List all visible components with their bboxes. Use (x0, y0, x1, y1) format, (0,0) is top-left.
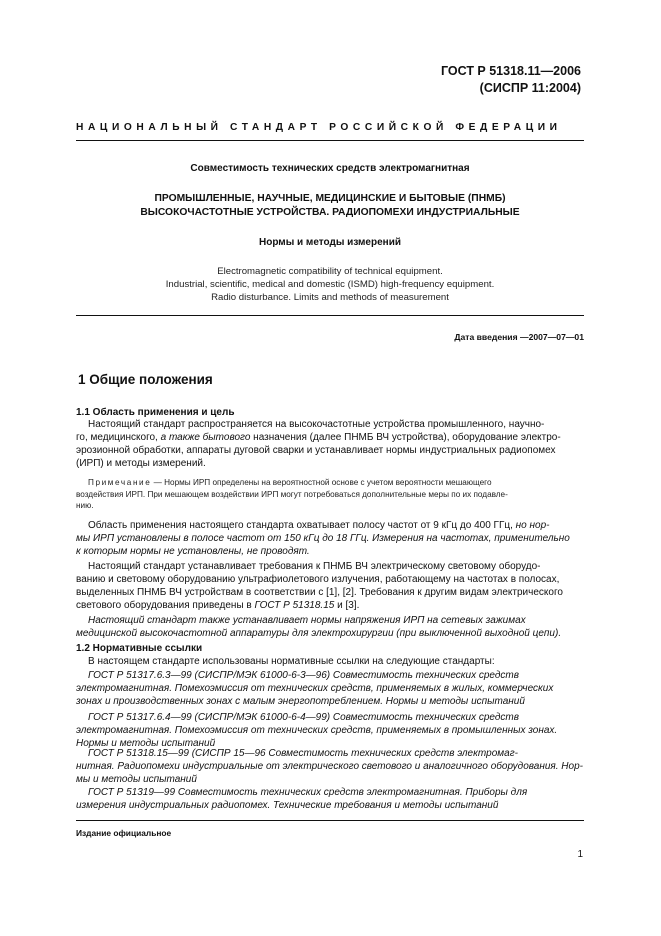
reference-item: ГОСТ Р 51319—99 Совместимость технических средств электромагнитная. Приборы для измерения индустриальных радиопомех. Технические требования и методы испытаний (76, 787, 528, 811)
paragraph-references-intro: В настоящем стандарте использованы нормативные ссылки на следующие стандарты: (88, 656, 495, 667)
paragraph-scope: Настоящий стандарт распространяется на высокочастотные устройства промышленного, научно- го, медицинского, а также бытового назначения (далее ПНМБ ВЧ устройства), оборудование электро- эрозионной обработки, аппараты дуговой сварки и устанавливает нормы индустриальных радиопомех (ИРП) и методы измерений. (76, 419, 561, 469)
title-line-1: Совместимость технических средств электромагнитная (190, 163, 470, 174)
cispr-code: (СИСПР 11:2004) (479, 81, 581, 95)
paragraph-medical: Настоящий стандарт также устанавливает нормы напряжения ИРП на сетевых зажимах медицинской высокочастотной аппаратуры для электрохирургии (при выключенной выходной цепи). (76, 615, 562, 639)
footer-divider (76, 820, 584, 821)
national-standard-banner: НАЦИОНАЛЬНЫЙ СТАНДАРТ РОССИЙСКОЙ ФЕДЕРАЦИИ (76, 122, 562, 133)
introduction-date: Дата введения —2007—07—01 (454, 332, 584, 342)
reference-item: ГОСТ Р 51317.6.4—99 (СИСПР/МЭК 61000-6-4—99) Совместимость технических средств электромагнитная. Помехоэмиссия от технических средств, применяемых в промышленных зонах. Нормы и методы испытаний (76, 712, 558, 749)
reference-item: ГОСТ Р 51318.15—99 (СИСПР 15—96 Совместимость технических средств электромаг- нитная. Радиопомехи индустриальные от электрического светового и аналогичного оборудования. Нор- мы и методы испытаний (76, 748, 583, 785)
note-block: Примечание — Нормы ИРП определены на вероятностной основе с учетом вероятности мешающего воздействия ИРП. При мешающем воздействии ИРП могут потребоваться дополнительные меры по их подавле- нию. (76, 478, 508, 511)
section-heading: 1 Общие положения (78, 372, 213, 387)
english-title-line-3: Radio disturbance. Limits and methods of measurement (211, 292, 449, 303)
title-divider (76, 315, 584, 316)
page-number: 1 (577, 849, 583, 860)
english-title-line-1: Electromagnetic compatibility of technical equipment. (217, 266, 443, 277)
standard-code: ГОСТ Р 51318.11—2006 (440, 64, 581, 78)
header-divider (76, 140, 584, 141)
reference-item: ГОСТ Р 51317.6.3—99 (СИСПР/МЭК 61000-6-3—96) Совместимость технических средств электромагнитная. Помехоэмиссия от технических средств, применяемых в жилых, коммерческих зонах и производственных зонах с малым энергопотреблением. Нормы и методы испытаний (76, 670, 554, 707)
paragraph-lighting: Настоящий стандарт устанавливает требования к ПНМБ ВЧ электрическому световому оборудо- ванию и световому оборудованию ультрафиолетового излучения, работающему на частотах в полосах, выделенных ПНМБ ВЧ устройствам в соответствии с [1], [2]. Требования к другим видам электрического светового оборудования приведены в ГОСТ Р 51318.15 и [3]. (76, 561, 563, 611)
title-line-2: ПРОМЫШЛЕННЫЕ, НАУЧНЫЕ, МЕДИЦИНСКИЕ И БЫТОВЫЕ (ПНМБ) (154, 193, 506, 204)
note-label: Примечание (88, 478, 152, 487)
title-line-3: ВЫСОКОЧАСТОТНЫЕ УСТРОЙСТВА. РАДИОПОМЕХИ ИНДУСТРИАЛЬНЫЕ (140, 207, 520, 218)
subsection-heading-1-2: 1.2 Нормативные ссылки (76, 643, 203, 654)
title-line-4: Нормы и методы измерений (258, 237, 402, 248)
subsection-heading-1-1: 1.1 Область применения и цель (76, 407, 235, 418)
paragraph-frequency-range: Область применения настоящего стандарта охватывает полосу частот от 9 кГц до 400 ГГц, но нор- мы ИРП установлены в полосе частот от 150 кГц до 18 ГГц. Измерения на частотах, применительно к которым нормы не установлены, не проводят. (76, 520, 570, 557)
edition-label: Издание официальное (76, 828, 172, 838)
english-title-line-2: Industrial, scientific, medical and domestic (ISMD) high-frequency equipment. (165, 279, 495, 290)
